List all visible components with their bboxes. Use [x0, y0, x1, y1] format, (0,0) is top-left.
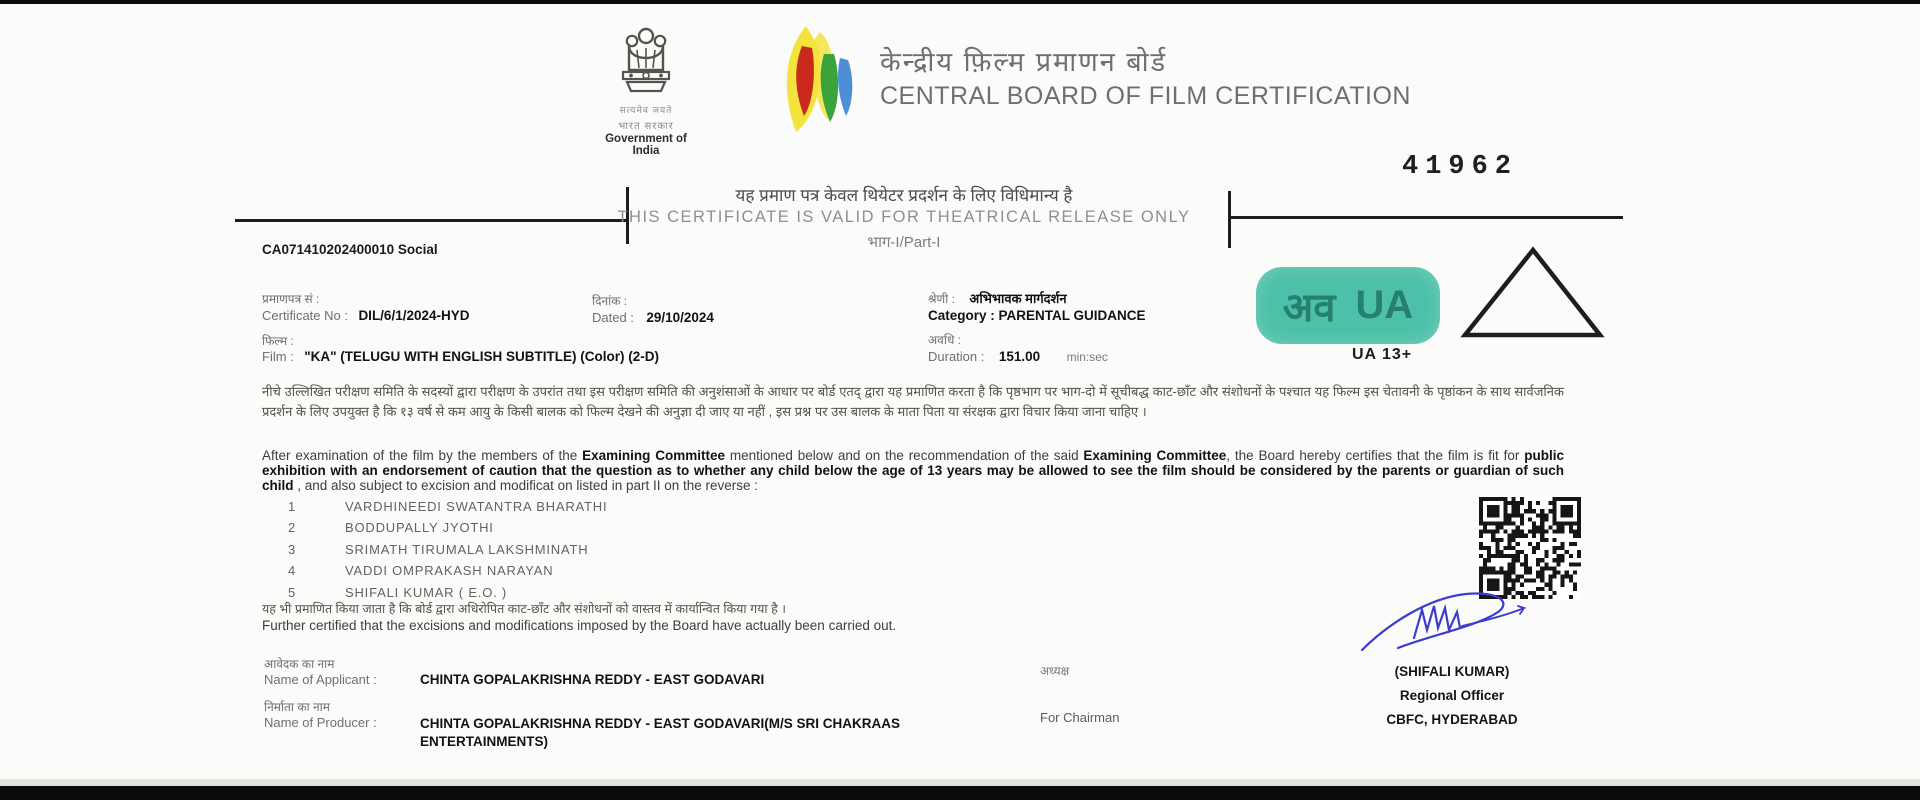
applicant-label: Name of Applicant : [264, 672, 377, 687]
duration-value: 151.00 [998, 349, 1041, 364]
producer-label-hindi: निर्माता का नाम [264, 700, 330, 714]
member-number: 3 [288, 541, 297, 557]
member-name: SRIMATH TIRUMALA LAKSHMINATH [345, 541, 589, 557]
member-number: 4 [288, 563, 297, 579]
emblem-motto: सत्यमेव जयते [619, 105, 673, 115]
signatory-organisation: CBFC, HYDERABAD [1386, 712, 1518, 727]
certificate-no-value: DIL/6/1/2024-HYD [358, 308, 470, 323]
member-name: VARDHINEEDI SWATANTRA BHARATHI [345, 499, 608, 514]
member-number: 2 [288, 520, 297, 536]
ua-rating-badge [1256, 267, 1440, 344]
duration-unit: min:sec [1066, 350, 1108, 364]
band-rule-left [235, 219, 626, 222]
bottom-scan-shadow [0, 779, 1920, 786]
org-title-block [880, 48, 1411, 110]
member-number: 1 [288, 499, 297, 514]
ua-badge-hindi: अव [1282, 286, 1336, 330]
category-label-hindi: श्रेणी : [928, 292, 955, 306]
committee-member-row [288, 563, 607, 584]
cbfc-logo-icon [776, 24, 868, 134]
validity-line-hindi: यह प्रमाण पत्र केवल थियेटर प्रदर्शन के लिए विधिमान्य है [735, 186, 1073, 205]
emblem-block [598, 24, 694, 157]
applicant-value: CHINTA GOPALAKRISHNA REDDY - EAST GODAVARI [420, 672, 765, 687]
validity-band [604, 183, 1204, 252]
top-scan-bar [0, 0, 1920, 4]
certificate-no-label: Certificate No : [262, 308, 348, 323]
member-name: VADDI OMPRAKASH NARAYAN [345, 563, 554, 579]
member-name: SHIFALI KUMAR ( E.O. ) [345, 584, 508, 600]
org-title-english: CENTRAL BOARD OF FILM CERTIFICATION [880, 81, 1411, 110]
producer-value: CHINTA GOPALAKRISHNA REDDY - EAST GODAVARI(M/S SRI CHAKRAAS ENTERTAINMENTS) [420, 716, 901, 750]
category-value: PARENTAL GUIDANCE [998, 308, 1146, 323]
band-rule-right [1231, 216, 1623, 219]
film-label-hindi: फिल्म : [262, 334, 294, 348]
duration-label: Duration : [928, 349, 985, 364]
further-certified-hindi: यह भी प्रमाणित किया जाता है कि बोर्ड द्वारा अधिरोपित काट-छाँट और संशोधनों को वास्तव में कार्यान्वित किया गया है । [262, 602, 786, 616]
category-label: Category : [928, 308, 999, 323]
triangle-symbol-icon [1460, 245, 1606, 341]
certification-paragraph-english: After examination of the film by the members of the Examining Committee mentioned below and on the recommendation of the said Examining Committee, the Board hereby certifies that the film is fit for public exhibition with an endorsement of caution that the question as to whether any child below the age of 13 years may be allowed to see the film should be considered by the parents or guardian of such child , and also subject to excision and modificat on listed in part II on the reverse : [262, 448, 1564, 494]
signatory-title: Regional Officer [1399, 688, 1505, 703]
dated-label-hindi: दिनांक : [592, 294, 628, 308]
signatory-block [1352, 590, 1552, 727]
member-name: BODDUPALLY JYOTHI [345, 520, 494, 536]
dated-label: Dated : [592, 310, 634, 325]
committee-member-row [288, 499, 607, 520]
qr-code [1479, 497, 1581, 599]
committee-member-list [288, 499, 607, 606]
applicant-row [264, 672, 1164, 687]
org-title-hindi: केन्द्रीय फ़िल्म प्रमाणन बोर्ड [880, 47, 1168, 77]
ca-number: CA071410202400010 Social [262, 242, 438, 257]
ua-13-label: UA 13+ [1352, 346, 1413, 363]
band-tick-right [1228, 191, 1231, 248]
bottom-scan-bar [0, 786, 1920, 800]
member-number: 5 [288, 584, 297, 600]
category-value-hindi: अभिभावक मार्गदर्शन [969, 291, 1067, 306]
further-certified-english: Further certified that the excisions and modifications imposed by the Board have actually been carried out. [262, 618, 897, 633]
certification-paragraph-hindi: नीचे उल्लिखित परीक्षण समिति के सदस्यों द्वारा परीक्षण के उपरांत तथा इस परीक्षण समिति की अनुशंसाओं के आधार पर बोर्ड एतद् द्वारा यह प्रमाणित करता है कि पृष्ठभाग पर भाग-दो में सूचीबद्ध काट-छाँट और संशोधनों के पश्चात यह फिल्म इस चेतावनी के पृष्ठांकन के साथ सार्वजनिक प्रदर्शन के लिए उपयुक्त है कि १३ वर्ष से कम आयु के किसी बालक को फिल्म देखने की अनुज्ञा दी जाए या नहीं , इस प्रश्न पर उस बालक के माता पिता या संरक्षक द्वारा विचार किया जाना चाहिए । [262, 384, 1564, 420]
film-label: Film : [262, 349, 294, 364]
chairman-label-hindi: अध्यक्ष [1040, 664, 1070, 678]
for-chairman-label: For Chairman [1040, 710, 1120, 725]
ua-badge-english: UA [1355, 283, 1414, 327]
serial-number: 41962 [1402, 152, 1519, 182]
government-of-india-label: Government of India [605, 133, 687, 157]
certificate-no-label-hindi: प्रमाणपत्र सं : [262, 292, 320, 306]
duration-label-hindi: अवधि : [928, 333, 961, 347]
validity-line-english: THIS CERTIFICATE IS VALID FOR THEATRICAL RELEASE ONLY [617, 208, 1191, 226]
film-value: "KA" (TELUGU WITH ENGLISH SUBTITLE) (Color) (2-D) [304, 349, 659, 364]
producer-label: Name of Producer : [264, 715, 377, 730]
applicant-label-hindi: आवेदक का नाम [264, 657, 335, 671]
dated-value: 29/10/2024 [646, 310, 714, 325]
producer-row [264, 715, 1004, 751]
india-emblem-icon [615, 24, 677, 96]
government-of-india-hindi: भारत सरकार [618, 121, 674, 132]
part-label: भाग-I/Part-I [867, 234, 941, 251]
committee-member-row [288, 520, 607, 541]
signatory-name: (SHIFALI KUMAR) [1394, 664, 1510, 679]
committee-member-row [288, 542, 607, 563]
